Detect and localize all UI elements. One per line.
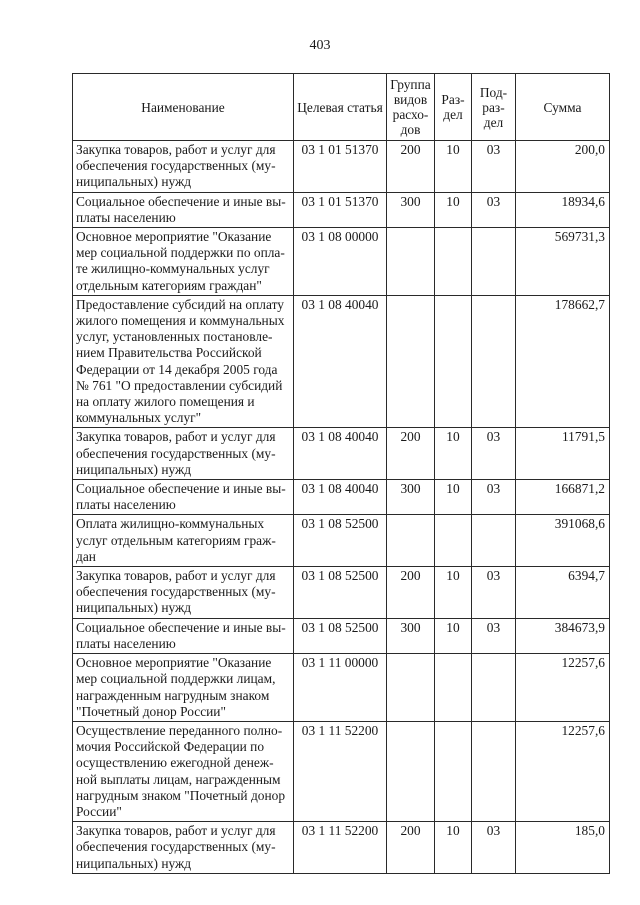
cell-article: 03 1 11 00000 [294, 654, 387, 722]
cell-subsection [472, 654, 516, 722]
cell-section [435, 721, 472, 821]
cell-group: 200 [387, 141, 435, 193]
cell-article: 03 1 11 52200 [294, 721, 387, 821]
cell-group: 200 [387, 567, 435, 619]
cell-section [435, 654, 472, 722]
cell-group: 200 [387, 428, 435, 480]
cell-section [435, 228, 472, 296]
header-group: Группа видов расхо-дов [387, 74, 435, 141]
cell-article: 03 1 08 52500 [294, 567, 387, 619]
table-header-row [73, 74, 610, 141]
cell-group: 300 [387, 618, 435, 653]
cell-group: 300 [387, 480, 435, 515]
header-subsection: Под-раз-дел [472, 74, 516, 141]
cell-article: 03 1 08 40040 [294, 428, 387, 480]
cell-name: Осуществление переданного полно-мочия Российской Федерации по осуществлению ежегодной денеж-ной выплаты лицам, награжденным нагрудным знаком "Почетный донор России" [73, 721, 294, 821]
table-row [73, 228, 610, 296]
table-row [73, 515, 610, 567]
cell-name: Социальное обеспечение и иные вы-платы населению [73, 192, 294, 227]
table-body [73, 141, 610, 874]
table-row [73, 141, 610, 193]
cell-sum: 18934,6 [516, 192, 610, 227]
table-row [73, 428, 610, 480]
cell-group [387, 515, 435, 567]
cell-name: Социальное обеспечение и иные вы-платы населению [73, 618, 294, 653]
table-row [73, 654, 610, 722]
header-section: Раз-дел [435, 74, 472, 141]
cell-group [387, 228, 435, 296]
table-row [73, 618, 610, 653]
cell-name: Предоставление субсидий на оплату жилого помещения и коммунальных услуг, установленных постановле-нием Правительства Российской Федерации от 14 декабря 2005 года № 761 "О предоставлении субсидий на оплату жилого помещения и коммунальных услуг" [73, 295, 294, 428]
cell-section: 10 [435, 141, 472, 193]
table-row [73, 567, 610, 619]
table-row [73, 721, 610, 821]
cell-sum: 11791,5 [516, 428, 610, 480]
cell-subsection: 03 [472, 192, 516, 227]
cell-section [435, 515, 472, 567]
budget-table [72, 73, 610, 874]
cell-group [387, 295, 435, 428]
cell-subsection [472, 228, 516, 296]
cell-sum: 12257,6 [516, 654, 610, 722]
cell-sum: 200,0 [516, 141, 610, 193]
cell-name: Основное мероприятие "Оказание мер социальной поддержки лицам, награжденным нагрудным знаком "Почетный донор России" [73, 654, 294, 722]
cell-name: Социальное обеспечение и иные вы-платы населению [73, 480, 294, 515]
header-name: Наименование [73, 74, 294, 141]
cell-group [387, 721, 435, 821]
cell-sum: 185,0 [516, 822, 610, 874]
cell-subsection: 03 [472, 428, 516, 480]
cell-sum: 391068,6 [516, 515, 610, 567]
table-row [73, 822, 610, 874]
cell-section: 10 [435, 618, 472, 653]
header-sum: Сумма [516, 74, 610, 141]
cell-subsection: 03 [472, 141, 516, 193]
cell-subsection [472, 515, 516, 567]
cell-name: Оплата жилищно-коммунальных услуг отдельным категориям граж-дан [73, 515, 294, 567]
cell-subsection: 03 [472, 567, 516, 619]
cell-sum: 6394,7 [516, 567, 610, 619]
cell-section: 10 [435, 428, 472, 480]
cell-article: 03 1 01 51370 [294, 192, 387, 227]
cell-article: 03 1 11 52200 [294, 822, 387, 874]
page-number: 403 [309, 38, 331, 53]
cell-article: 03 1 08 52500 [294, 618, 387, 653]
cell-sum: 12257,6 [516, 721, 610, 821]
cell-subsection: 03 [472, 618, 516, 653]
cell-section [435, 295, 472, 428]
cell-name: Закупка товаров, работ и услуг для обеспечения государственных (му-ниципальных) нужд [73, 567, 294, 619]
cell-sum: 166871,2 [516, 480, 610, 515]
cell-article: 03 1 08 40040 [294, 480, 387, 515]
cell-name: Закупка товаров, работ и услуг для обеспечения государственных (му-ниципальных) нужд [73, 822, 294, 874]
cell-subsection: 03 [472, 480, 516, 515]
cell-section: 10 [435, 822, 472, 874]
cell-article: 03 1 08 40040 [294, 295, 387, 428]
table-row [73, 480, 610, 515]
cell-sum: 178662,7 [516, 295, 610, 428]
cell-group: 200 [387, 822, 435, 874]
cell-section: 10 [435, 192, 472, 227]
cell-group [387, 654, 435, 722]
cell-name: Закупка товаров, работ и услуг для обеспечения государственных (му-ниципальных) нужд [73, 428, 294, 480]
cell-group: 300 [387, 192, 435, 227]
cell-section: 10 [435, 567, 472, 619]
cell-name: Закупка товаров, работ и услуг для обеспечения государственных (му-ниципальных) нужд [73, 141, 294, 193]
header-article: Целевая статья [294, 74, 387, 141]
cell-article: 03 1 01 51370 [294, 141, 387, 193]
table-row [73, 192, 610, 227]
cell-sum: 569731,3 [516, 228, 610, 296]
cell-subsection [472, 295, 516, 428]
cell-article: 03 1 08 00000 [294, 228, 387, 296]
cell-article: 03 1 08 52500 [294, 515, 387, 567]
cell-subsection [472, 721, 516, 821]
cell-subsection: 03 [472, 822, 516, 874]
cell-sum: 384673,9 [516, 618, 610, 653]
cell-section: 10 [435, 480, 472, 515]
cell-name: Основное мероприятие "Оказание мер социальной поддержки по опла-те жилищно-коммунальных услуг отдельным категориям граждан" [73, 228, 294, 296]
table-row [73, 295, 610, 428]
